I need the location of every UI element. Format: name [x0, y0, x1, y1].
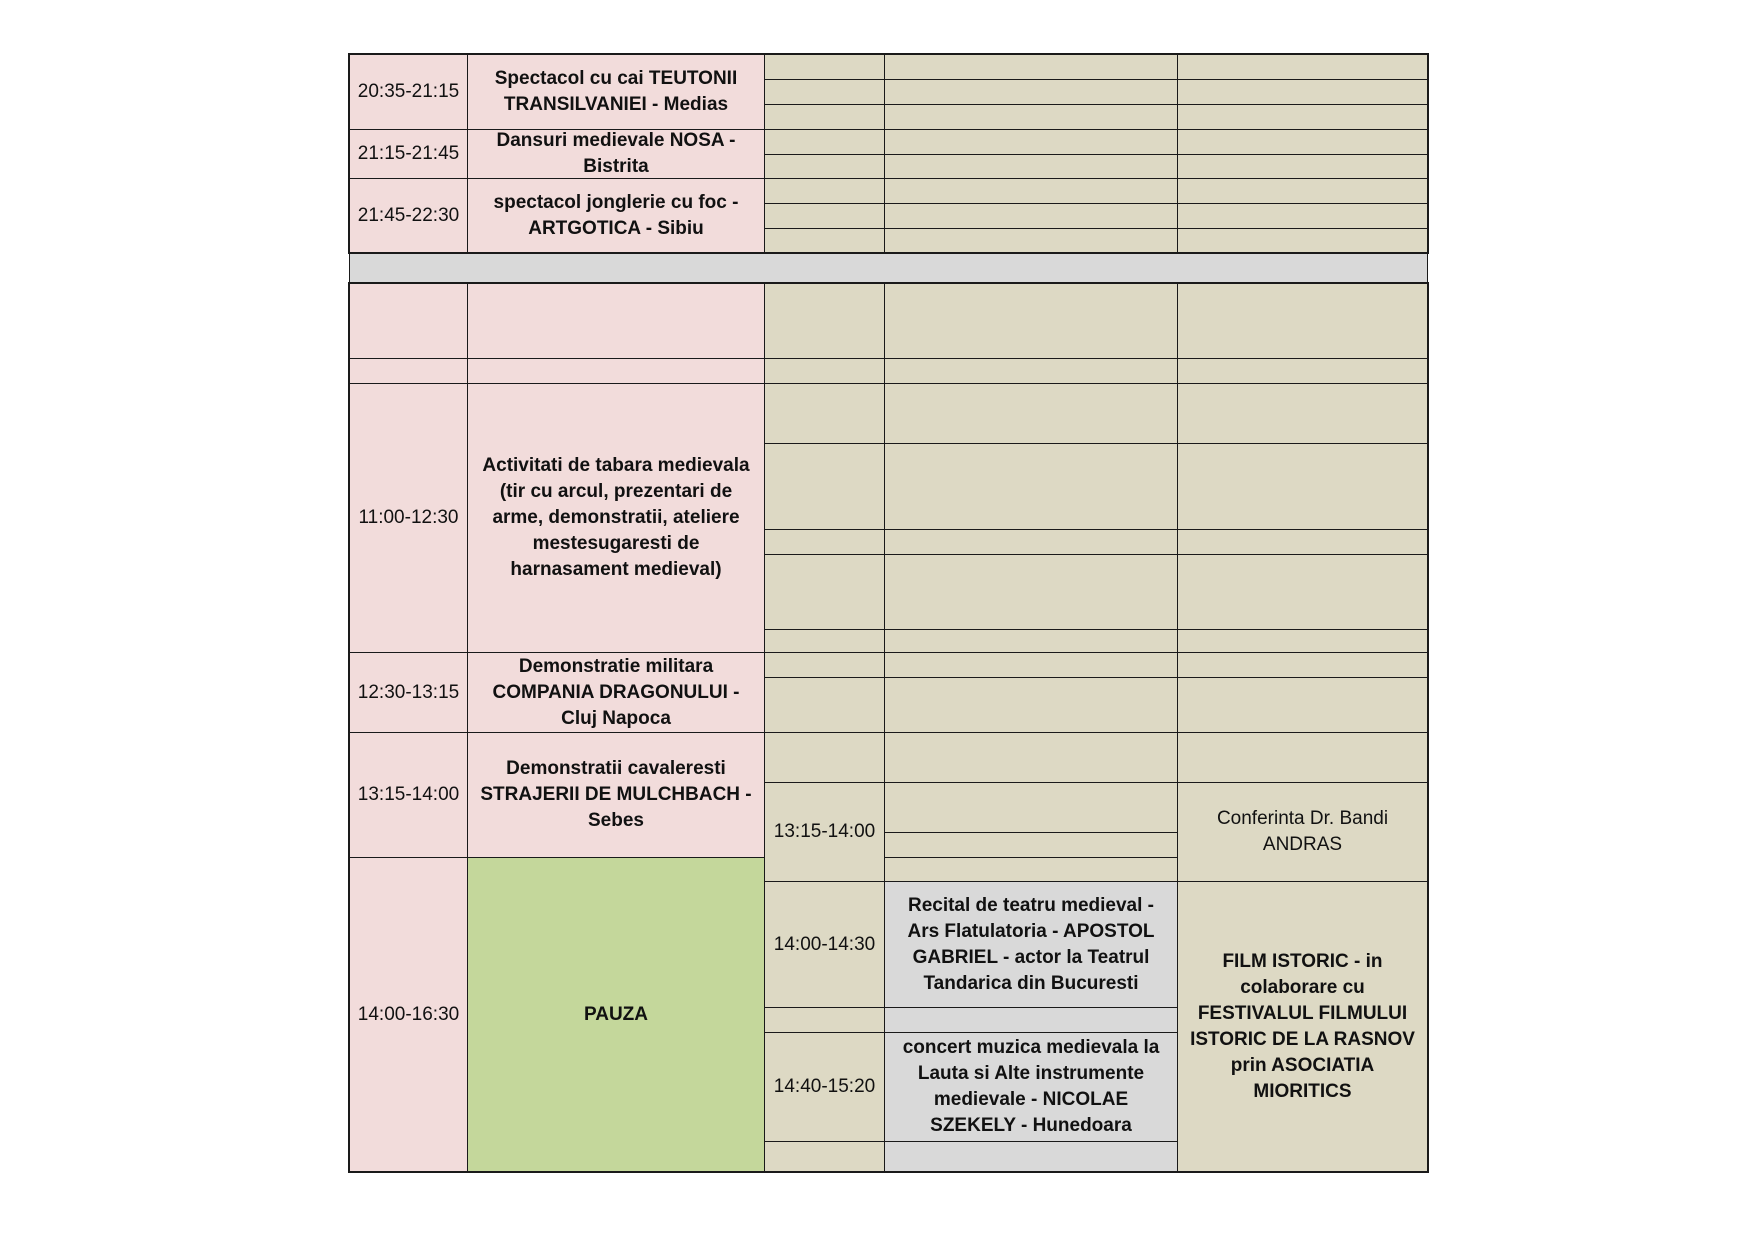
empty-cell [1177, 178, 1428, 204]
empty-cell [884, 732, 1178, 783]
empty-cell [1177, 443, 1428, 530]
empty-cell [1177, 104, 1428, 130]
time-cell: 21:45-22:30 [349, 178, 468, 253]
empty-cell [764, 203, 885, 229]
empty-cell [1177, 554, 1428, 630]
empty-cell [884, 203, 1178, 229]
side-event-cell: concert muzica medievala la Lauta si Alte instrumente medievale - NICOLAE SZEKELY - Hunedoara [884, 1032, 1178, 1142]
side-event-cell: Recital de teatru medieval - Ars Flatulatoria - APOSTOL GABRIEL - actor la Teatrul Tandarica din Bucuresti [884, 881, 1178, 1008]
empty-cell [884, 283, 1178, 359]
time-cell: 13:15-14:00 [349, 732, 468, 858]
time-cell: 14:00-16:30 [349, 857, 468, 1172]
event-cell: spectacol jonglerie cu foc - ARTGOTICA - Sibiu [467, 178, 765, 253]
empty-cell [1177, 228, 1428, 253]
event-cell: Spectacol cu cai TEUTONII TRANSILVANIEI - Medias [467, 54, 765, 130]
empty-cell [884, 832, 1178, 858]
empty-cell [764, 154, 885, 179]
empty-cell [764, 104, 885, 130]
side-time-cell: 14:40-15:20 [764, 1032, 885, 1142]
empty-cell [1177, 652, 1428, 678]
time-cell: 12:30-13:15 [349, 652, 468, 733]
empty-cell [1177, 677, 1428, 733]
side-time-cell: 13:15-14:00 [764, 782, 885, 882]
empty-cell [1177, 358, 1428, 384]
event-cell: Demonstratie militara COMPANIA DRAGONULUI - Cluj Napoca [467, 652, 765, 733]
empty-cell [1177, 129, 1428, 155]
empty-cell [764, 228, 885, 253]
empty-cell [764, 554, 885, 630]
time-cell: 21:15-21:45 [349, 129, 468, 179]
side-event-cell [884, 782, 1178, 833]
empty-cell [884, 677, 1178, 733]
empty-cell [884, 358, 1178, 384]
empty-cell [884, 79, 1178, 105]
empty-cell [764, 652, 885, 678]
empty-cell [1177, 629, 1428, 653]
empty-cell [884, 54, 1178, 80]
event-cell: Dansuri medievale NOSA - Bistrita [467, 129, 765, 179]
empty-cell [1177, 732, 1428, 783]
empty-cell [884, 1141, 1178, 1172]
empty-cell [467, 283, 765, 359]
event-cell: Activitati de tabara medievala (tir cu arcul, prezentari de arme, demonstratii, ateliere mestesugaresti de harnasament medieval) [467, 383, 765, 653]
conference-cell: Conferinta Dr. Bandi ANDRAS [1177, 782, 1428, 882]
empty-cell [764, 1141, 885, 1172]
empty-cell [349, 283, 468, 359]
empty-cell [884, 529, 1178, 555]
empty-cell [884, 857, 1178, 882]
empty-cell [884, 228, 1178, 253]
empty-cell [764, 54, 885, 80]
empty-cell [764, 443, 885, 530]
empty-cell [764, 358, 885, 384]
time-cell: 20:35-21:15 [349, 54, 468, 130]
empty-cell [764, 178, 885, 204]
empty-cell [1177, 283, 1428, 359]
time-cell: 11:00-12:30 [349, 383, 468, 653]
empty-cell [349, 358, 468, 384]
empty-cell [764, 383, 885, 444]
empty-cell [1177, 529, 1428, 555]
empty-cell [884, 178, 1178, 204]
film-cell: FILM ISTORIC - in colaborare cu FESTIVALUL FILMULUI ISTORIC DE LA RASNOV prin ASOCIATIA MIORITICS [1177, 881, 1428, 1172]
empty-cell [884, 383, 1178, 444]
empty-cell [1177, 154, 1428, 179]
empty-cell [764, 129, 885, 155]
empty-cell [884, 129, 1178, 155]
empty-cell [884, 652, 1178, 678]
empty-cell [764, 732, 885, 783]
empty-cell [884, 1007, 1178, 1033]
empty-cell [884, 104, 1178, 130]
empty-cell [1177, 203, 1428, 229]
empty-cell [884, 629, 1178, 653]
empty-cell [764, 283, 885, 359]
empty-cell [1177, 54, 1428, 80]
side-time-cell: 14:00-14:30 [764, 881, 885, 1008]
empty-cell [764, 629, 885, 653]
empty-cell [1177, 383, 1428, 444]
empty-cell [884, 554, 1178, 630]
empty-cell [467, 358, 765, 384]
empty-cell [884, 154, 1178, 179]
empty-cell [764, 677, 885, 733]
day-separator [349, 252, 1428, 284]
pause-cell: PAUZA [467, 857, 765, 1172]
empty-cell [764, 1007, 885, 1033]
event-cell: Demonstratii cavaleresti STRAJERII DE MULCHBACH - Sebes [467, 732, 765, 858]
empty-cell [764, 529, 885, 555]
empty-cell [884, 443, 1178, 530]
empty-cell [764, 79, 885, 105]
empty-cell [1177, 79, 1428, 105]
